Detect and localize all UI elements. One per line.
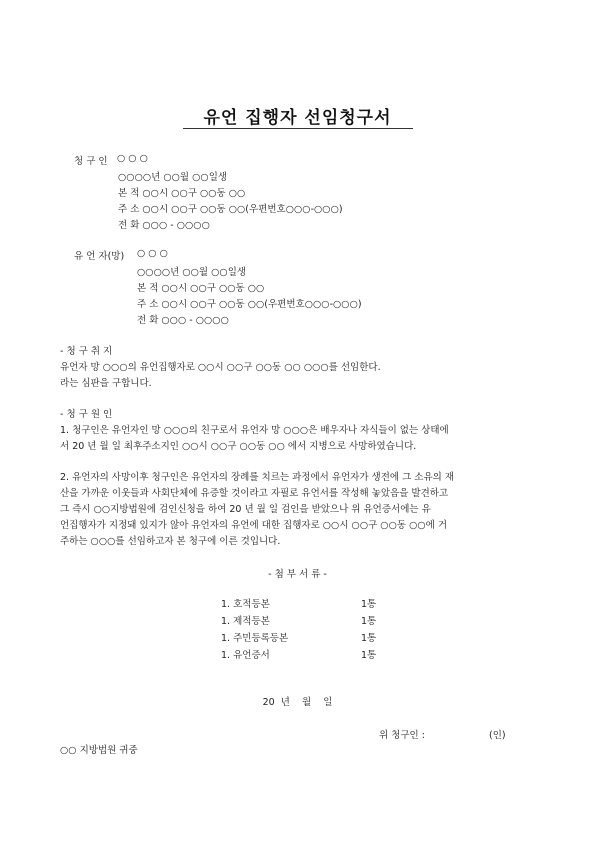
purpose-line-2: 라는 심판을 구합니다. bbox=[60, 378, 152, 389]
attachment-item-count: 1통 bbox=[361, 616, 377, 627]
document-title: 유언 집행자 선임청구서 bbox=[203, 108, 392, 128]
grounds-p2-line-1: 2. 유언자의 사망이후 청구인은 유언자의 장례를 치르는 과정에서 유언자가 생전에 그 소유의 재 bbox=[60, 472, 455, 483]
purpose-heading: - 청 구 취 지 bbox=[60, 346, 113, 357]
petitioner-phone: 전 화 ○○○ - ○○○○ bbox=[118, 220, 210, 231]
testator-domicile: 본 적 ○○시 ○○구 ○○동 ○○ bbox=[137, 283, 265, 294]
signature-label: 위 청구인 : bbox=[379, 730, 425, 741]
court-addressee: ○○ 지방법원 귀중 bbox=[60, 745, 138, 756]
attachment-item-count: 1통 bbox=[361, 599, 377, 610]
testator-birth: ○○○○년 ○○월 ○○일생 bbox=[137, 267, 247, 278]
grounds-p2-line-2: 산을 가까운 이웃들과 사회단체에 유증할 것이라고 자필로 유언서를 작성해 놓았음을 발견하고 bbox=[60, 488, 449, 499]
grounds-p1-line-1: 1. 청구인은 유언자인 망 ○○○의 친구로서 유언자 망 ○○○은 배우자나 자식들이 없는 상태에 bbox=[60, 425, 449, 436]
attachment-item-name: 1. 주민등록등본 bbox=[221, 633, 289, 644]
petitioner-name: ○ ○ ○ bbox=[117, 153, 148, 164]
attachments-heading: - 첨 부 서 류 - bbox=[268, 569, 327, 580]
title-underline bbox=[183, 128, 413, 129]
testator-phone: 전 화 ○○○ - ○○○○ bbox=[137, 315, 229, 326]
attachment-item-name: 1. 호적등본 bbox=[221, 599, 270, 610]
grounds-p2-line-4: 언집행자가 지정돼 있지가 않아 유언자의 유언에 대한 집행자로 ○○시 ○○구 ○○동 ○○에 거 bbox=[60, 520, 448, 531]
grounds-p2-line-5: 주하는 ○○○를 선임하고자 본 청구에 이른 것입니다. bbox=[60, 536, 281, 547]
purpose-line-1: 유언자 망 ○○○의 유언집행자로 ○○시 ○○구 ○○동 ○○ ○○○를 선임한다. bbox=[60, 362, 381, 373]
attachment-item-count: 1통 bbox=[361, 650, 377, 661]
grounds-p1-line-2: 서 20 년 월 일 최후주소지인 ○○시 ○○구 ○○동 ○○ 에서 지병으로 사망하였습니다. bbox=[60, 441, 417, 452]
seal-mark: (인) bbox=[489, 730, 506, 741]
petitioner-birth: ○○○○년 ○○월 ○○일생 bbox=[118, 172, 228, 183]
testator-address: 주 소 ○○시 ○○구 ○○동 ○○(우편번호○○○-○○○) bbox=[137, 299, 362, 310]
testator-label: 유 언 자(망) bbox=[74, 251, 125, 262]
attachment-item-name: 1. 제적등본 bbox=[221, 616, 270, 627]
grounds-heading: - 청 구 원 인 bbox=[60, 409, 113, 420]
testator-name: ○ ○ ○ bbox=[137, 248, 168, 259]
grounds-p2-line-3: 그 즉시 ○○지방법원에 검인신청을 하여 20 년 월 일 검인을 받았으나 위 유언증서에는 유 bbox=[60, 504, 431, 515]
petitioner-address: 주 소 ○○시 ○○구 ○○동 ○○(우편번호○○○-○○○) bbox=[118, 204, 343, 215]
attachment-item-count: 1통 bbox=[361, 633, 377, 644]
attachment-item-name: 1. 유언증서 bbox=[221, 650, 270, 661]
petitioner-label: 청 구 인 bbox=[74, 156, 108, 167]
petitioner-domicile: 본 적 ○○시 ○○구 ○○동 ○○ bbox=[118, 188, 246, 199]
filing-date: 20 년 월 일 bbox=[262, 697, 333, 708]
